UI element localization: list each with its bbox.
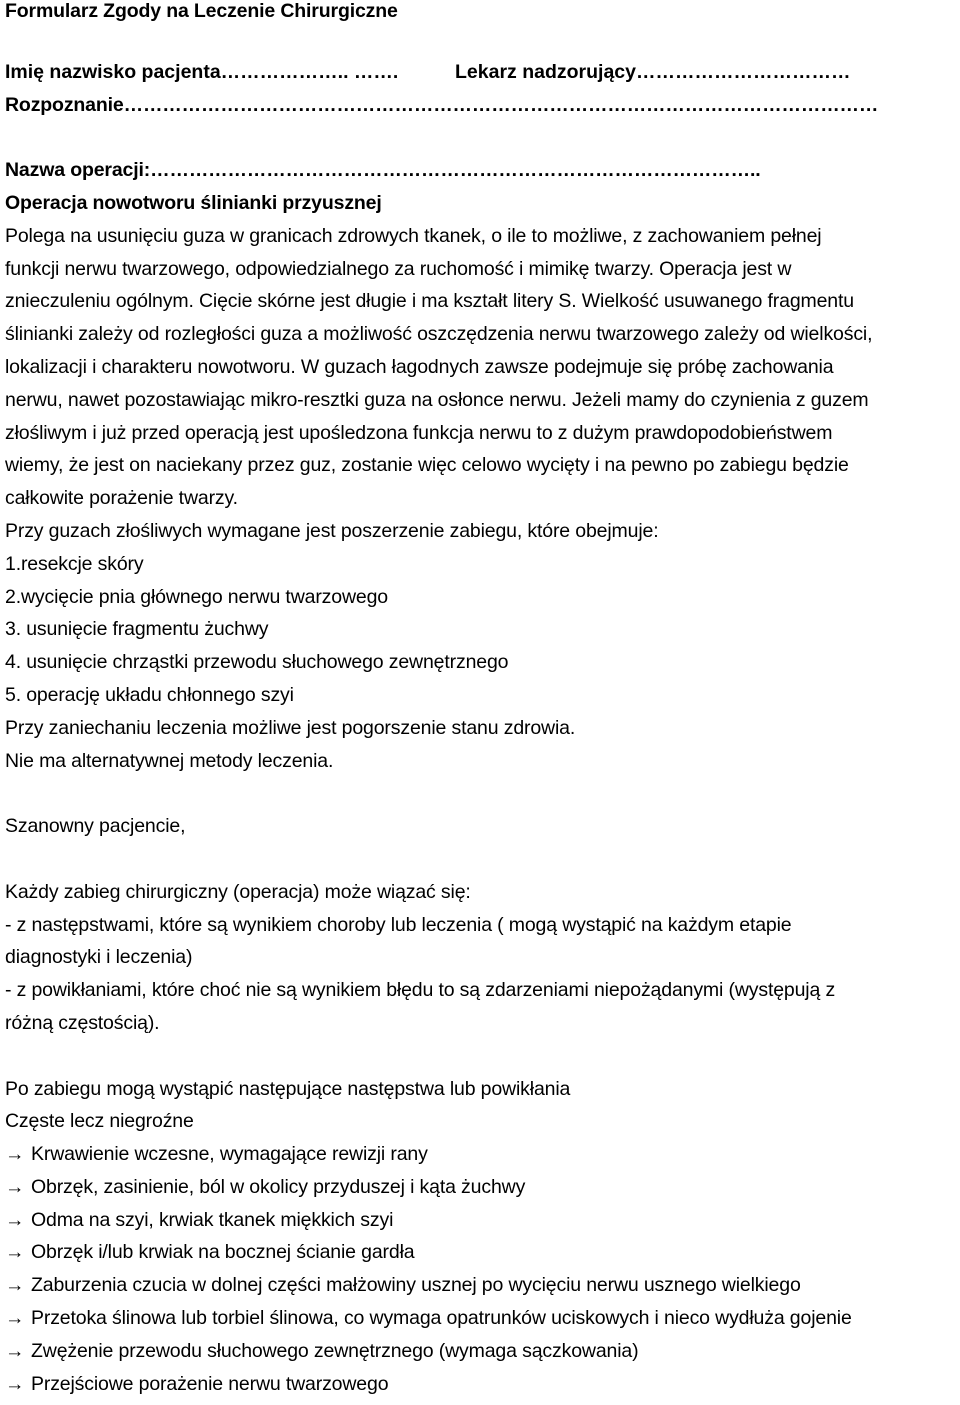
list-item-text: Zaburzenia czucia w dolnej części małżowiny usznej po wycięciu nerwu usznego wielkiego bbox=[31, 1274, 801, 1297]
operation-title: Operacja nowotworu ślinianki przyusznej bbox=[5, 191, 382, 214]
description-line: złośliwym i już przed operacją jest upośledzona funkcja nerwu to z dużym prawdopodobieństwem bbox=[5, 421, 833, 444]
list-item-text: Obrzęk, zasinienie, ból w okolicy przyduszej i kąta żuchwy bbox=[31, 1175, 526, 1198]
arrow-right-icon: → bbox=[5, 1339, 25, 1362]
list-item bbox=[5, 1236, 957, 1269]
list-item bbox=[5, 1368, 957, 1401]
operation-description bbox=[5, 220, 957, 515]
arrow-right-icon: → bbox=[5, 1208, 25, 1231]
risk-line: - z powikłaniami, które choć nie są wynikiem błędu to są zdarzeniami niepożądanymi (występują z bbox=[5, 979, 836, 1002]
list-item-text: Obrzęk i/lub krwiak na bocznej ścianie gardła bbox=[31, 1241, 415, 1264]
description-line: znieczuleniu ogólnym. Cięcie skórne jest długie i ma kształt litery S. Wielkość usuwanego fragmentu bbox=[5, 290, 854, 313]
list-item-text: Przetoka ślinowa lub torbiel ślinowa, co wymaga opatrunków uciskowych i nieco wydłuża gojenie bbox=[31, 1307, 852, 1330]
patient-name-field: Imię nazwisko pacjenta……………….. ……. bbox=[5, 60, 399, 83]
risk-intro: Każdy zabieg chirurgiczny (operacja) może wiązać się: bbox=[5, 880, 471, 903]
no-treatment-note: Przy zaniechaniu leczenia możliwe jest pogorszenie stanu zdrowia. bbox=[5, 716, 576, 739]
complications-list bbox=[5, 1138, 957, 1400]
consent-form bbox=[5, 0, 957, 1400]
supervising-doctor-field: Lekarz nadzorujący…………………………… bbox=[455, 60, 851, 83]
arrow-right-icon: → bbox=[5, 1175, 25, 1198]
risk-line: diagnostyki i leczenia) bbox=[5, 946, 193, 969]
list-item bbox=[5, 1335, 957, 1368]
list-item bbox=[5, 1302, 957, 1335]
operation-name-field: Nazwa operacji:………………………………………………………………………………….. bbox=[5, 159, 761, 182]
arrow-right-icon: → bbox=[5, 1241, 25, 1264]
list-item bbox=[5, 1269, 957, 1302]
list-item: 5. operację układu chłonnego szyi bbox=[5, 683, 294, 706]
description-line: nerwu, nawet pozostawiając mikro-resztki guza na osłonce nerwu. Jeżeli mamy do czynienia z guzem bbox=[5, 388, 869, 411]
description-line: wiemy, że jest on naciekany przez guz, zostanie więc celowo wycięty i na pewno po zabiegu będzie bbox=[5, 454, 849, 477]
extension-list bbox=[5, 548, 957, 712]
list-item-text: Przejściowe porażenie nerwu twarzowego bbox=[31, 1372, 389, 1395]
description-line: ślinianki zależy od rozległości guza a możliwość oszczędzenia nerwu twarzowego zależy od wielkości, bbox=[5, 323, 873, 346]
extension-intro: Przy guzach złośliwych wymagane jest poszerzenie zabiegu, które obejmuje: bbox=[5, 519, 659, 542]
list-item: 1.resekcje skóry bbox=[5, 552, 144, 575]
risk-list bbox=[5, 909, 957, 1040]
list-item: 3. usunięcie fragmentu żuchwy bbox=[5, 618, 269, 641]
arrow-right-icon: → bbox=[5, 1274, 25, 1297]
arrow-right-icon: → bbox=[5, 1143, 25, 1166]
list-item-text: Krwawienie wczesne, wymagające rewizji rany bbox=[31, 1143, 428, 1166]
description-line: całkowite porażenie twarzy. bbox=[5, 487, 238, 510]
description-line: lokalizacji i charakteru nowotworu. W guzach łagodnych zawsze podejmuje się próbę zachowania bbox=[5, 355, 834, 378]
complications-intro: Po zabiegu mogą wystąpić następujące następstwa lub powikłania bbox=[5, 1077, 571, 1100]
list-item-text: Odma na szyi, krwiak tkanek miękkich szyi bbox=[31, 1208, 394, 1231]
list-item: 4. usunięcie chrząstki przewodu słuchowego zewnętrznego bbox=[5, 651, 509, 674]
diagnosis-field: Rozpoznanie……………………………………………………………………………………………………… bbox=[5, 93, 879, 116]
list-item-text: Zwężenie przewodu słuchowego zewnętrznego (wymaga sączkowania) bbox=[31, 1339, 639, 1362]
no-alternative-note: Nie ma alternatywnej metody leczenia. bbox=[5, 749, 334, 772]
arrow-right-icon: → bbox=[5, 1307, 25, 1330]
list-item: 2.wycięcie pnia głównego nerwu twarzowego bbox=[5, 585, 388, 608]
salutation: Szanowny pacjencie, bbox=[5, 815, 186, 838]
risk-line: - z następstwami, które są wynikiem choroby lub leczenia ( mogą wystąpić na każdym etapie bbox=[5, 913, 792, 936]
list-item bbox=[5, 1171, 957, 1204]
form-title: Formularz Zgody na Leczenie Chirurgiczne bbox=[5, 0, 398, 22]
description-line: Polega na usunięciu guza w granicach zdrowych tkanek, o ile to możliwe, z zachowaniem pełnej bbox=[5, 224, 822, 247]
description-line: funkcji nerwu twarzowego, odpowiedzialnego za ruchomość i mimikę twarzy. Operacja jest w bbox=[5, 257, 792, 280]
header-row bbox=[5, 56, 957, 89]
complications-frequent-heading: Częste lecz niegroźne bbox=[5, 1110, 194, 1133]
arrow-right-icon: → bbox=[5, 1372, 25, 1395]
list-item bbox=[5, 1204, 957, 1237]
risk-line: różną częstością). bbox=[5, 1011, 160, 1034]
list-item bbox=[5, 1138, 957, 1171]
